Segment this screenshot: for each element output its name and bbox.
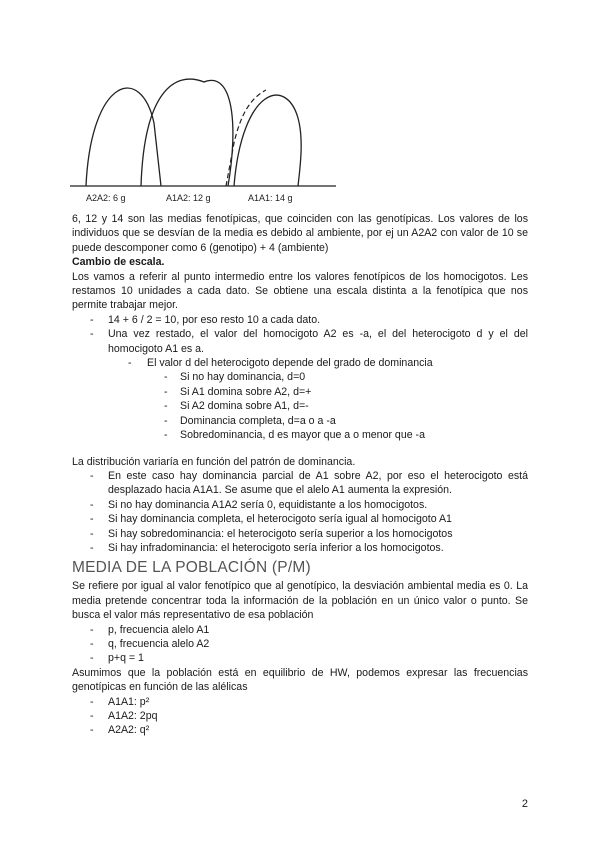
list-escala	[72, 313, 528, 356]
document-body	[72, 212, 528, 738]
label-a1a1: A1A1: 14 g	[248, 193, 293, 203]
paragraph-escala: Los vamos a referir al punto intermedio entre los valores fenotípicos de los homocigotos. Les restamos 10 unidades a cada dato. Se obtiene una escala distinta a la fenotípica que nos permite trabajar mejor.	[72, 270, 528, 312]
genotype-distribution-figure	[66, 68, 356, 208]
list-item: - A2A2: q²	[72, 723, 528, 737]
section-title: MEDIA DE LA POBLACIÓN (P/M)	[72, 559, 311, 577]
paragraph-media: Se refiere por igual al valor fenotípico que al genotípico, la desviación ambiental media es 0. La media pretende concentrar toda la información de la población en un único valor o punto. Se busca el valor más representativo de esa población	[72, 580, 528, 622]
paragraph-distribucion: La distribución variaría en función del patrón de dominancia.	[72, 455, 356, 468]
list-item: - Si no hay dominancia A1A2 sería 0, equidistante a los homocigotos.	[72, 498, 528, 512]
heading-cambio-escala: Cambio de escala.	[72, 256, 165, 269]
list-item: - A1A2: 2pq	[72, 709, 528, 723]
list-frecuencias	[72, 623, 528, 666]
list-item: - q, frecuencia alelo A2	[72, 637, 528, 651]
list-item: - p+q = 1	[72, 651, 528, 665]
list-item: - Si no hay dominancia, d=0	[72, 370, 528, 384]
list-item: - Sobredominancia, d es mayor que a o menor que -a	[72, 428, 528, 442]
list-item: - El valor d del heterocigoto depende del grado de dominancia	[72, 356, 528, 370]
list-item: - En este caso hay dominancia parcial de A1 sobre A2, por eso el heterocigoto está desplazado hacia A1A1. Se asume que el alelo A1 aumenta la expresión.	[72, 469, 528, 498]
list-item: - Dominancia completa, d=a o a -a	[72, 414, 528, 428]
list-sub-dominancia	[72, 356, 528, 370]
list-patrones	[72, 469, 528, 555]
list-item: - Si hay infradominancia: el heterocigoto sería inferior a los homocigotos.	[72, 541, 528, 555]
curve-a2a2	[86, 88, 161, 186]
label-a2a2: A2A2: 6 g	[86, 193, 126, 203]
list-item: - Si A1 domina sobre A2, d=+	[72, 385, 528, 399]
paragraph-hw: Asumimos que la población está en equilibrio de HW, podemos expresar las frecuencias genotípicas en función de las alélicas	[72, 666, 528, 694]
list-item: - 14 + 6 / 2 = 10, por eso resto 10 a cada dato.	[72, 313, 528, 327]
spacer	[72, 443, 528, 455]
paragraph-medias: 6, 12 y 14 son las medias fenotípicas, que coinciden con las genotípicas. Los valores de los individuos que se desvían de la media es debido al ambiente, por ej un A2A2 con valor de 10 se puede descomponer como 6 (genotipo) + 4 (ambiente)	[72, 213, 528, 254]
curve-a1a1	[234, 95, 301, 186]
list-item: - Si hay sobredominancia: el heterocigoto sería superior a los homocigotos	[72, 527, 528, 541]
list-item: - Si A2 domina sobre A1, d=-	[72, 399, 528, 413]
list-grados-dominancia	[72, 370, 528, 442]
list-genotipicas	[72, 695, 528, 738]
label-a1a2: A1A2: 12 g	[166, 193, 211, 203]
list-item: - A1A1: p²	[72, 695, 528, 709]
list-item: - Si hay dominancia completa, el heterocigoto sería igual al homocigoto A1	[72, 512, 528, 526]
list-item: - p, frecuencia alelo A1	[72, 623, 528, 637]
page-number: 2	[521, 798, 528, 810]
list-item: - Una vez restado, el valor del homocigoto A2 es -a, el del heterocigoto d y el del homocigoto A1 es a.	[72, 327, 528, 356]
